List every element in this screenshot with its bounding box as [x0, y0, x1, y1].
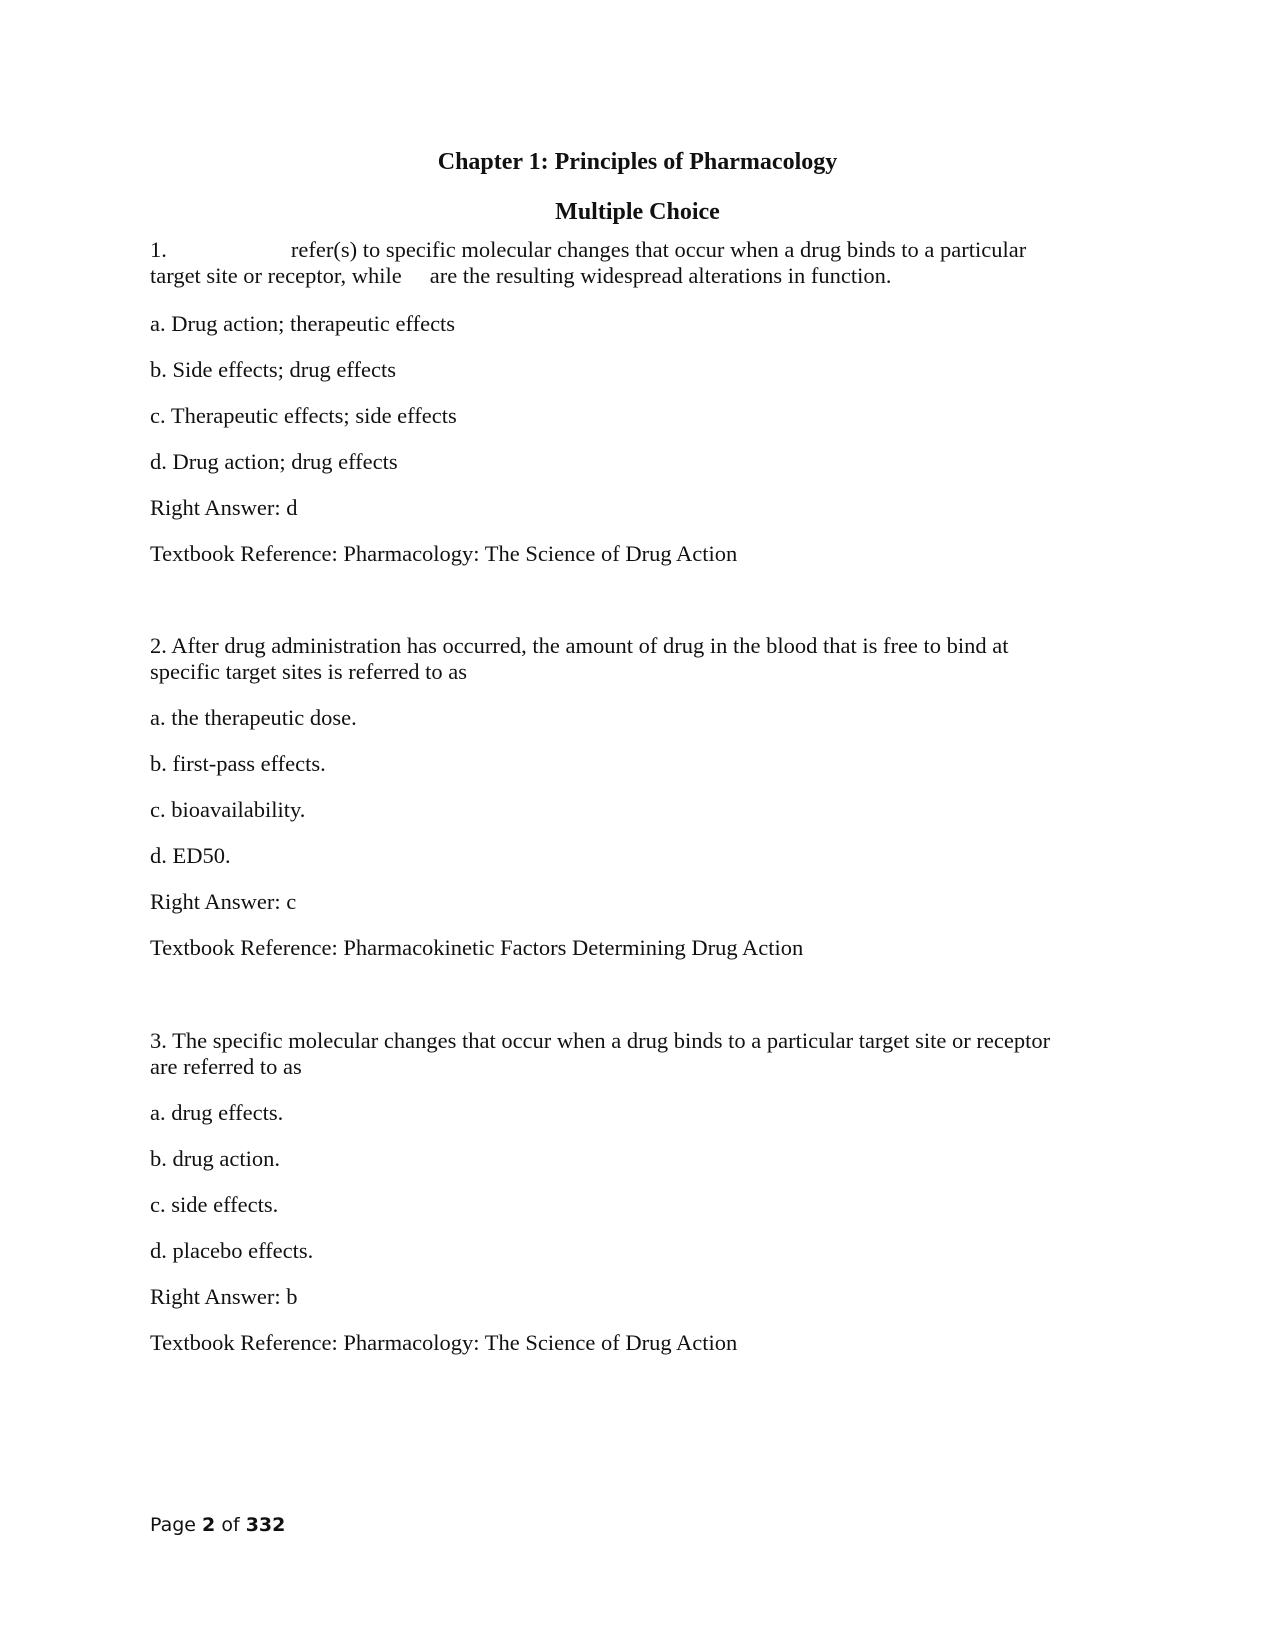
right-answer: Right Answer: c	[150, 889, 297, 914]
footer-page-word: Page	[150, 1514, 196, 1536]
answer-option: b. Side effects; drug effects	[150, 357, 396, 382]
answer-option: d. Drug action; drug effects	[150, 449, 398, 474]
chapter-title: Chapter 1: Principles of Pharmacology	[437, 149, 838, 175]
section-title: Multiple Choice	[555, 199, 720, 225]
question-stem-text: are the resulting widespread alterations in function.	[429, 263, 892, 288]
answer-option: c. side effects.	[150, 1192, 279, 1217]
footer-page-number: 2	[202, 1514, 216, 1536]
answer-option: c. Therapeutic effects; side effects	[150, 403, 457, 428]
question-1	[150, 236, 1125, 566]
answer-option: b. drug action.	[150, 1146, 280, 1171]
question-stem	[150, 236, 1125, 264]
answer-option: b. first-pass effects.	[150, 751, 326, 776]
answer-option: d. placebo effects.	[150, 1238, 314, 1263]
question-number: 1.	[150, 237, 167, 262]
answer-option: c. bioavailability.	[150, 797, 306, 822]
answer-option: a. drug effects.	[150, 1100, 284, 1125]
right-answer: Right Answer: d	[150, 495, 298, 520]
question-stem	[150, 262, 1125, 290]
question-stem: specific target sites is referred to as	[150, 659, 467, 684]
footer-total-pages: 332	[245, 1514, 286, 1536]
right-answer: Right Answer: b	[150, 1284, 298, 1309]
question-stem: 2. After drug administration has occurred, the amount of drug in the blood that is free to bind at	[150, 633, 1009, 658]
answer-option: a. Drug action; therapeutic effects	[150, 311, 456, 336]
question-3	[150, 1027, 1125, 1355]
question-stem: are referred to as	[150, 1054, 302, 1079]
answer-option: a. the therapeutic dose.	[150, 705, 357, 730]
textbook-reference: Textbook Reference: Pharmacology: The Science of Drug Action	[150, 1330, 738, 1355]
page-footer	[150, 1513, 285, 1537]
question-stem-text: target site or receptor, while	[150, 263, 402, 288]
textbook-reference: Textbook Reference: Pharmacokinetic Factors Determining Drug Action	[150, 935, 804, 960]
footer-of-word: of	[221, 1514, 240, 1536]
textbook-reference: Textbook Reference: Pharmacology: The Science of Drug Action	[150, 541, 738, 566]
question-2	[150, 632, 1125, 960]
question-stem: 3. The specific molecular changes that occur when a drug binds to a particular target site or receptor	[150, 1028, 1051, 1053]
question-stem-text: refer(s) to specific molecular changes that occur when a drug binds to a particular	[290, 237, 1027, 262]
answer-option: d. ED50.	[150, 843, 231, 868]
